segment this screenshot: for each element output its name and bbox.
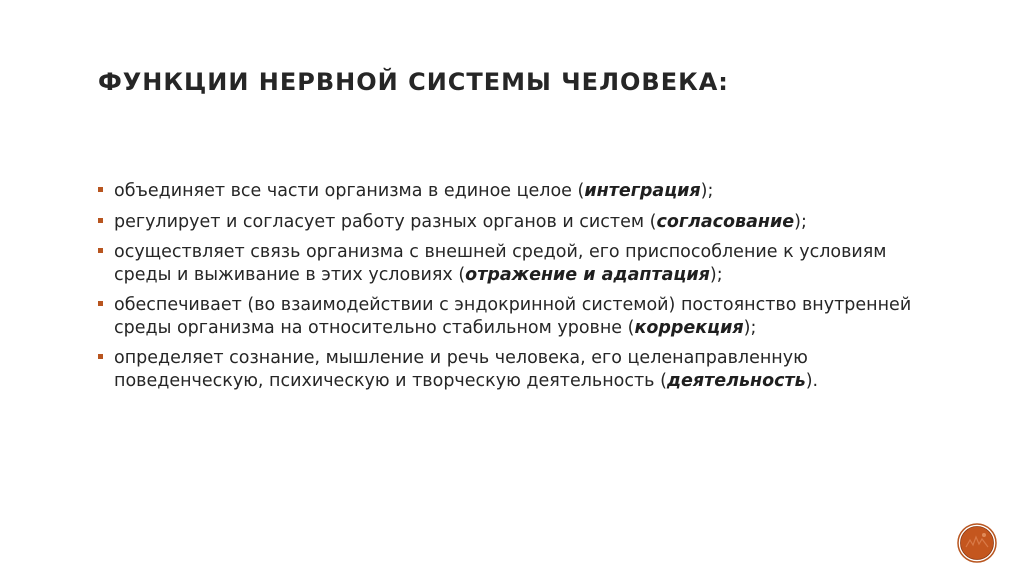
bullet-prefix: обеспечивает (во взаимодействии с эндокринной системой) постоянство внутренней среды организма на относительно стабильном уровне ( bbox=[114, 295, 912, 338]
circle-emblem-icon bbox=[957, 523, 997, 563]
list-item bbox=[98, 211, 938, 234]
bullet-text bbox=[114, 348, 818, 391]
list-item bbox=[98, 241, 938, 286]
bullet-text bbox=[114, 295, 911, 338]
bullet-suffix: ); bbox=[743, 317, 757, 338]
bullet-term: деятельность bbox=[666, 370, 806, 391]
bullet-suffix: ); bbox=[709, 264, 723, 285]
bullet-prefix: осуществляет связь организма с внешней средой, его приспособление к условиям среды и выживание в этих условиях ( bbox=[114, 242, 887, 285]
bullet-prefix: объединяет все части организма в единое целое ( bbox=[114, 181, 585, 201]
bullet-suffix: ). bbox=[805, 370, 819, 391]
bullet-term: интеграция bbox=[584, 181, 701, 201]
slide-title: ФУНКЦИИ НЕРВНОЙ СИСТЕМЫ ЧЕЛОВЕКА: bbox=[98, 68, 729, 96]
square-bullet-icon bbox=[98, 187, 103, 192]
bullet-text bbox=[114, 212, 807, 232]
bullet-text bbox=[114, 181, 713, 201]
square-bullet-icon bbox=[98, 354, 103, 359]
bullet-prefix: определяет сознание, мышление и речь человека, его целенаправленную поведенческую, психическую и творческую деятельность ( bbox=[114, 348, 808, 391]
square-bullet-icon bbox=[98, 301, 103, 306]
bullet-term: коррекция bbox=[634, 317, 744, 338]
bullet-term: согласование bbox=[656, 211, 795, 232]
bullet-list bbox=[98, 180, 938, 400]
bullet-suffix: ); bbox=[794, 211, 807, 232]
square-bullet-icon bbox=[98, 248, 103, 253]
bullet-suffix: ); bbox=[700, 181, 714, 201]
list-item bbox=[98, 294, 938, 339]
bullet-prefix: регулирует и согласует работу разных органов и систем ( bbox=[114, 211, 657, 232]
list-item bbox=[98, 347, 938, 392]
list-item bbox=[98, 180, 938, 203]
bullet-text bbox=[114, 242, 887, 285]
square-bullet-icon bbox=[98, 218, 103, 223]
bullet-term: отражение и адаптация bbox=[465, 264, 710, 285]
